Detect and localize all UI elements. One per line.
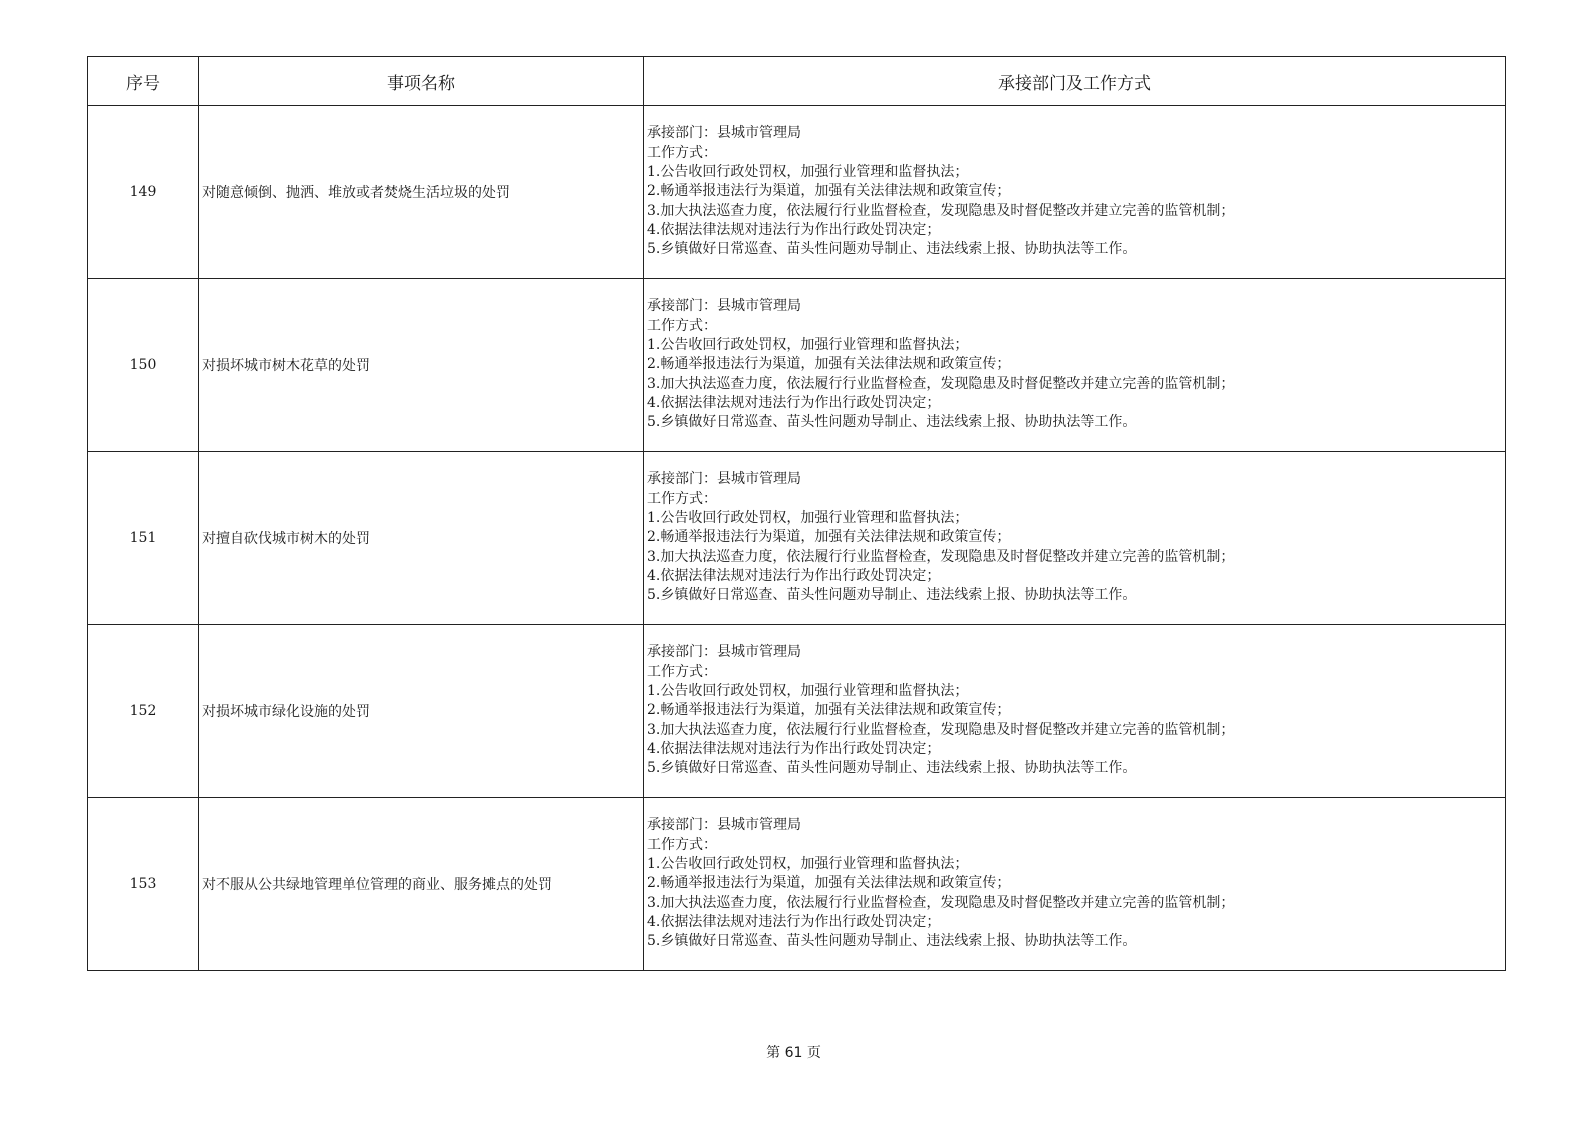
table-row: [88, 452, 1506, 625]
row-seq-number: 151: [88, 452, 199, 625]
method-line: 4.依据法律法规对违法行为作出行政处罚决定；: [647, 740, 941, 757]
method-line: 2.畅通举报违法行为渠道，加强有关法律法规和政策宣传；: [647, 356, 1011, 373]
method-line: 4.依据法律法规对违法行为作出行政处罚决定；: [647, 913, 941, 930]
table-row: [88, 625, 1506, 798]
method-line: 3.加大执法巡查力度，依法履行行业监督检查，发现隐患及时督促整改并建立完善的监管机制；: [647, 548, 1235, 565]
method-line: 1.公告收回行政处罚权，加强行业管理和监督执法；: [647, 510, 969, 527]
method-line: 工作方式：: [647, 836, 717, 853]
row-seq-number: 149: [88, 106, 199, 279]
method-line: 承接部门：县城市管理局: [647, 125, 801, 142]
method-line: 2.畅通举报违法行为渠道，加强有关法律法规和政策宣传；: [647, 702, 1011, 719]
page-number: 第 61 页: [766, 1045, 821, 1061]
method-line: 承接部门：县城市管理局: [647, 817, 801, 834]
row-matter-name: 对擅自砍伐城市树木的处罚: [199, 452, 644, 625]
method-line: 承接部门：县城市管理局: [647, 644, 801, 661]
method-line: 工作方式：: [647, 144, 717, 161]
method-line: 4.依据法律法规对违法行为作出行政处罚决定；: [647, 221, 941, 238]
method-line: 1.公告收回行政处罚权，加强行业管理和监督执法；: [647, 337, 969, 354]
row-seq-number: 153: [88, 798, 199, 971]
document-table-wrapper: [87, 56, 1505, 971]
table-row: [88, 279, 1506, 452]
method-line: 3.加大执法巡查力度，依法履行行业监督检查，发现隐患及时督促整改并建立完善的监管机制；: [647, 202, 1235, 219]
row-dept-and-method: [644, 798, 1506, 971]
method-line: 工作方式：: [647, 317, 717, 334]
method-line: 2.畅通举报违法行为渠道，加强有关法律法规和政策宣传；: [647, 529, 1011, 546]
method-line: 4.依据法律法规对违法行为作出行政处罚决定；: [647, 394, 941, 411]
method-line: 3.加大执法巡查力度，依法履行行业监督检查，发现隐患及时督促整改并建立完善的监管机制；: [647, 721, 1235, 738]
method-line: 5.乡镇做好日常巡查、苗头性问题劝导制止、违法线索上报、协助执法等工作。: [647, 587, 1137, 604]
row-dept-and-method: [644, 106, 1506, 279]
header-seq: 序号: [88, 57, 199, 106]
method-line: 3.加大执法巡查力度，依法履行行业监督检查，发现隐患及时督促整改并建立完善的监管机制；: [647, 894, 1235, 911]
row-dept-and-method: [644, 452, 1506, 625]
method-line: 5.乡镇做好日常巡查、苗头性问题劝导制止、违法线索上报、协助执法等工作。: [647, 241, 1137, 258]
method-line: 5.乡镇做好日常巡查、苗头性问题劝导制止、违法线索上报、协助执法等工作。: [647, 933, 1137, 950]
method-line: 1.公告收回行政处罚权，加强行业管理和监督执法；: [647, 164, 969, 181]
row-matter-name: 对损坏城市树木花草的处罚: [199, 279, 644, 452]
row-seq-number: 152: [88, 625, 199, 798]
table-row: [88, 106, 1506, 279]
row-seq-number: 150: [88, 279, 199, 452]
row-dept-and-method: [644, 279, 1506, 452]
table-header-row: [88, 57, 1506, 106]
row-matter-name: 对损坏城市绿化设施的处罚: [199, 625, 644, 798]
method-line: 工作方式：: [647, 663, 717, 680]
row-matter-name: 对随意倾倒、抛洒、堆放或者焚烧生活垃圾的处罚: [199, 106, 644, 279]
method-line: 1.公告收回行政处罚权，加强行业管理和监督执法；: [647, 683, 969, 700]
row-dept-and-method: [644, 625, 1506, 798]
method-line: 承接部门：县城市管理局: [647, 298, 801, 315]
table-row: [88, 798, 1506, 971]
method-line: 5.乡镇做好日常巡查、苗头性问题劝导制止、违法线索上报、协助执法等工作。: [647, 414, 1137, 431]
method-line: 1.公告收回行政处罚权，加强行业管理和监督执法；: [647, 856, 969, 873]
method-line: 工作方式：: [647, 490, 717, 507]
method-line: 2.畅通举报违法行为渠道，加强有关法律法规和政策宣传；: [647, 875, 1011, 892]
row-matter-name: 对不服从公共绿地管理单位管理的商业、服务摊点的处罚: [199, 798, 644, 971]
method-line: 承接部门：县城市管理局: [647, 471, 801, 488]
method-line: 4.依据法律法规对违法行为作出行政处罚决定；: [647, 567, 941, 584]
method-line: 5.乡镇做好日常巡查、苗头性问题劝导制止、违法线索上报、协助执法等工作。: [647, 760, 1137, 777]
header-dept: 承接部门及工作方式: [644, 57, 1506, 106]
table-body: [88, 106, 1506, 971]
header-name: 事项名称: [199, 57, 644, 106]
method-line: 2.畅通举报违法行为渠道，加强有关法律法规和政策宣传；: [647, 183, 1011, 200]
method-line: 3.加大执法巡查力度，依法履行行业监督检查，发现隐患及时督促整改并建立完善的监管机制；: [647, 375, 1235, 392]
matters-table: [87, 56, 1506, 971]
